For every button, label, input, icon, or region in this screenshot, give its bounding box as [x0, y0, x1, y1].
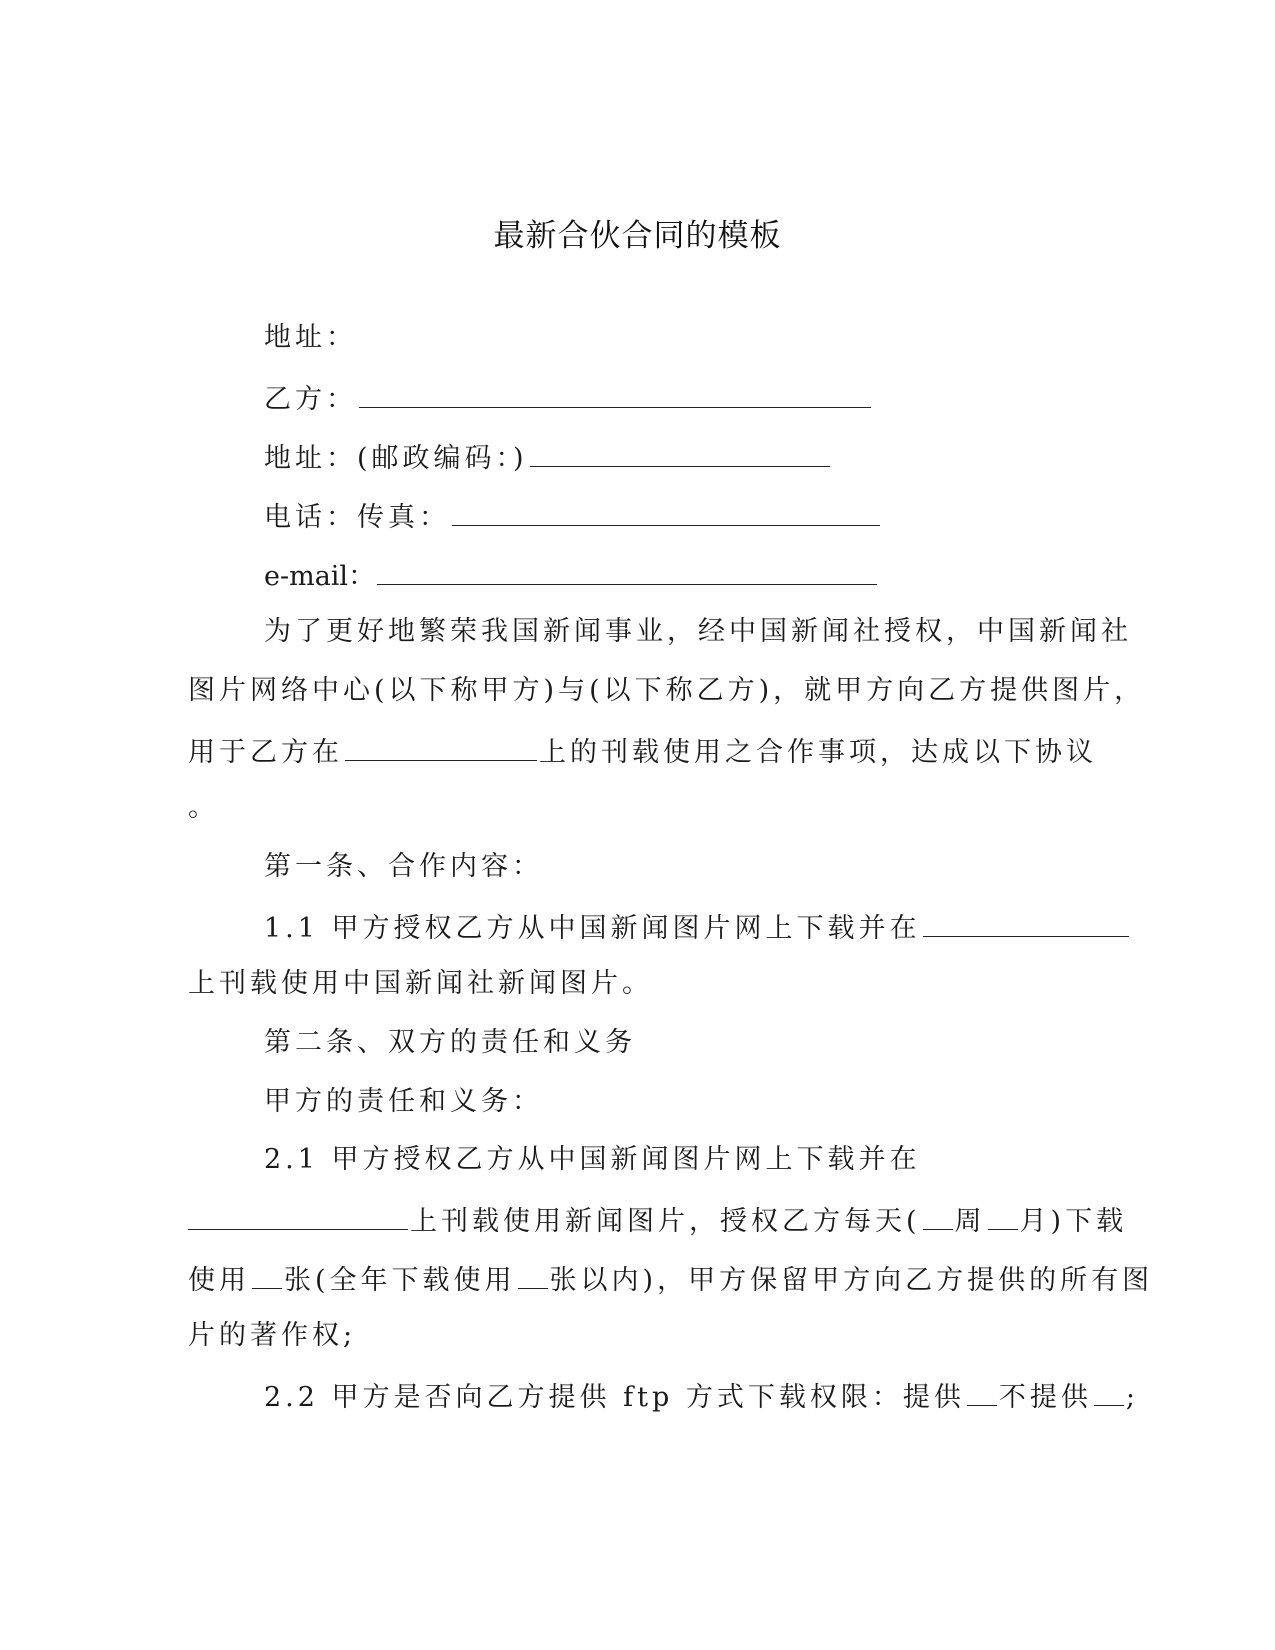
- clause-2-1-text-c: 张(全年下载使用: [284, 1265, 516, 1296]
- email-blank[interactable]: [377, 560, 877, 585]
- clause-2-2-line: [264, 1381, 1139, 1411]
- clause-1-1-line-1: [264, 912, 1131, 942]
- clause-2-1-line-3: [188, 1264, 1153, 1294]
- clause-2-2-text: 2.2 甲方是否向乙方提供 ftp 方式下载权限：提供: [264, 1382, 965, 1413]
- ftp-not-provide-blank[interactable]: [1094, 1381, 1124, 1406]
- daily-blank[interactable]: [923, 1205, 953, 1230]
- clause-1-1-blank[interactable]: [923, 912, 1129, 937]
- publication-blank[interactable]: [345, 736, 537, 761]
- clause-2-2-no: 不提供: [998, 1382, 1092, 1413]
- intro-paragraph-end: 。: [188, 792, 219, 823]
- intro-paragraph-line-1: 为了更好地繁荣我国新闻事业，经中国新闻社授权，中国新闻社: [264, 616, 1132, 647]
- document-title: 最新合伙合同的模板: [493, 218, 782, 254]
- address-line-2: [264, 442, 832, 472]
- clause-2-1-line-2: [188, 1205, 1127, 1235]
- weekly-blank[interactable]: [988, 1205, 1018, 1230]
- phone-fax-blank[interactable]: [452, 501, 880, 526]
- phone-fax-label: 电话：传真：: [264, 502, 450, 533]
- article-1-heading: 第一条、合作内容：: [264, 851, 543, 882]
- clause-2-1-blank[interactable]: [188, 1205, 408, 1230]
- intro-text-b: 上的刊载使用之合作事项，达成以下协议: [539, 737, 1097, 768]
- intro-paragraph-line-2: 图片网络中心(以下称甲方)与(以下称乙方)，就甲方向乙方提供图片，: [188, 675, 1146, 706]
- clause-2-1-text-d: 张以内)，甲方保留甲方向乙方提供的所有图: [549, 1265, 1154, 1296]
- party-b-line: [264, 383, 873, 413]
- clause-2-1-week: 周: [954, 1206, 986, 1237]
- email-label: e-mail：: [264, 561, 376, 592]
- address-line-1: [264, 324, 357, 351]
- clause-2-1-line-4: 片的著作权;: [188, 1320, 357, 1351]
- count-blank[interactable]: [252, 1264, 282, 1289]
- email-line: [264, 560, 879, 590]
- clause-1-1-text: 1.1 甲方授权乙方从中国新闻图片网上下载并在: [264, 913, 921, 944]
- clause-2-1-text-a: 上刊载使用新闻图片，授权乙方每天(: [410, 1206, 921, 1237]
- intro-paragraph-line-3: [188, 736, 1097, 766]
- address-blank[interactable]: [530, 442, 830, 467]
- party-b-blank[interactable]: [359, 383, 871, 408]
- clause-1-1-line-2: 上刊载使用中国新闻社新闻图片。: [188, 968, 653, 999]
- annual-count-blank[interactable]: [518, 1264, 548, 1289]
- party-a-duties-heading: 甲方的责任和义务：: [264, 1086, 543, 1117]
- intro-text-a: 用于乙方在: [188, 737, 343, 768]
- clause-2-1-text-b: 月)下载: [1019, 1206, 1128, 1237]
- clause-2-1-use: 使用: [188, 1265, 250, 1296]
- address-postcode-label: 地址：(邮政编码：): [264, 443, 528, 474]
- party-b-label: 乙方：: [264, 384, 357, 415]
- clause-2-2-end: ;: [1125, 1382, 1139, 1413]
- ftp-provide-blank[interactable]: [967, 1381, 997, 1406]
- clause-2-1-line-1: 2.1 甲方授权乙方从中国新闻图片网上下载并在: [264, 1144, 921, 1175]
- phone-fax-line: [264, 501, 882, 531]
- address-label: 地址：: [264, 322, 357, 353]
- article-2-heading: 第二条、双方的责任和义务: [264, 1027, 636, 1058]
